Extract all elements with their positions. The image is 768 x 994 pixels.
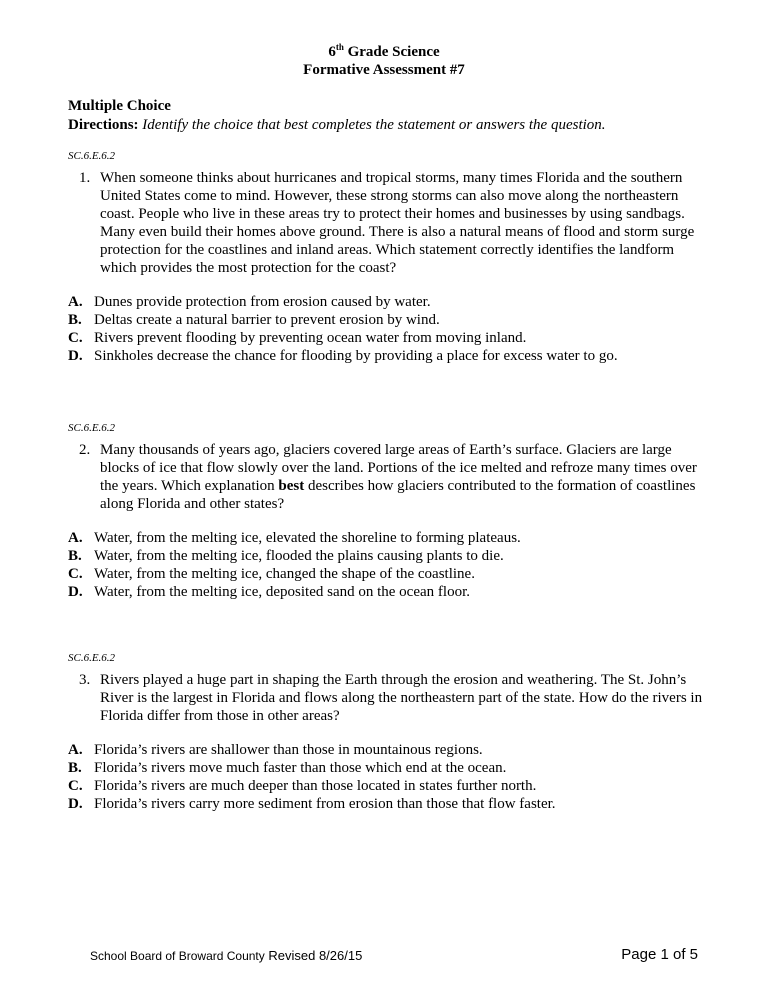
choice-d[interactable]: [68, 583, 708, 601]
revision-date: Revised 8/26/15: [264, 948, 363, 963]
question-stem: [68, 441, 708, 513]
question-text-start: Many thousands of years ago, glaciers covered large areas of Earth’s surface. Glaciers are large blocks of ice that flow slowly over the land. Portions of the ice melted and refroze many times over the years. Which explanation: [100, 442, 697, 494]
choice-text: Dunes provide protection from erosion caused by water.: [94, 294, 431, 310]
choice-text: Sinkholes decrease the chance for flooding by providing a place for excess water to go.: [94, 348, 618, 364]
choice-letter: C.: [68, 330, 83, 346]
choice-text: Water, from the melting ice, deposited sand on the ocean floor.: [94, 584, 470, 600]
choice-a[interactable]: [68, 293, 708, 311]
page-number: Page 1 of 5: [621, 946, 698, 963]
choice-letter: B.: [68, 760, 82, 776]
assessment-title: Formative Assessment #7: [303, 62, 465, 78]
standard-code: SC.6.E.6.2: [68, 652, 116, 664]
question-3: [68, 651, 708, 813]
choice-text: Water, from the melting ice, elevated the shoreline to forming plateaus.: [94, 530, 521, 546]
choice-c[interactable]: [68, 565, 708, 583]
question-1: [68, 149, 708, 365]
choice-d[interactable]: [68, 795, 708, 813]
choice-c[interactable]: [68, 777, 708, 795]
organization-name: School Board of Broward County: [90, 949, 265, 963]
choice-letter: D.: [68, 584, 83, 600]
directions: [68, 116, 606, 134]
title-block: [0, 43, 768, 79]
choice-c[interactable]: [68, 329, 708, 347]
question-number: 3.: [79, 672, 91, 688]
choice-text: Deltas create a natural barrier to prevent erosion by wind.: [94, 312, 440, 328]
footer-organization: [90, 948, 362, 964]
course-title: [0, 43, 768, 61]
choice-a[interactable]: [68, 741, 708, 759]
choice-text: Rivers prevent flooding by preventing ocean water from moving inland.: [94, 330, 527, 346]
choice-text: Florida’s rivers move much faster than those which end at the ocean.: [94, 760, 507, 776]
choice-text: Florida’s rivers are shallower than those in mountainous regions.: [94, 742, 483, 758]
answer-choices: [68, 293, 708, 365]
choice-letter: B.: [68, 548, 82, 564]
question-number: 1.: [79, 170, 91, 186]
choice-b[interactable]: [68, 547, 708, 565]
section-heading: Multiple Choice: [68, 98, 171, 114]
choice-a[interactable]: [68, 529, 708, 547]
question-2: [68, 421, 708, 601]
standard-code: SC.6.E.6.2: [68, 150, 116, 162]
choice-d[interactable]: [68, 347, 708, 365]
choice-letter: D.: [68, 348, 83, 364]
choice-b[interactable]: [68, 759, 708, 777]
question-number: 2.: [79, 442, 91, 458]
standard-code: SC.6.E.6.2: [68, 422, 116, 434]
choice-text: Florida’s rivers are much deeper than those located in states further north.: [94, 778, 537, 794]
choice-text: Water, from the melting ice, flooded the plains causing plants to die.: [94, 548, 504, 564]
choice-letter: A.: [68, 294, 83, 310]
choice-letter: C.: [68, 566, 83, 582]
question-stem: [68, 169, 708, 277]
grade-number: 6: [328, 44, 336, 60]
directions-label: Directions:: [68, 117, 139, 133]
answer-choices: [68, 741, 708, 813]
question-stem: [68, 671, 708, 725]
grade-suffix: th: [335, 42, 344, 52]
choice-letter: A.: [68, 530, 83, 546]
choice-text: Florida’s rivers carry more sediment from erosion than those that flow faster.: [94, 796, 556, 812]
question-text-end: describes how glaciers contributed to the formation of coastlines along Florida and other states?: [100, 478, 696, 512]
choice-letter: D.: [68, 796, 83, 812]
course-name: Grade Science: [343, 44, 440, 60]
answer-choices: [68, 529, 708, 601]
question-text: When someone thinks about hurricanes and tropical storms, many times Florida and the southern United States come to mind. However, these strong storms can also move along the northeastern coast. People who live in these areas try to protect their homes and businesses by using sandbags. Many even build their homes above ground. There is also a natural means of flood and storm surge protection for the coastlines and inland areas. Which statement correctly identifies the landform which provides the most protection for the coast?: [100, 170, 695, 276]
choice-letter: C.: [68, 778, 83, 794]
choice-b[interactable]: [68, 311, 708, 329]
choice-text: Water, from the melting ice, changed the shape of the coastline.: [94, 566, 475, 582]
choice-letter: B.: [68, 312, 82, 328]
choice-letter: A.: [68, 742, 83, 758]
directions-text: Identify the choice that best completes the statement or answers the question.: [142, 117, 606, 133]
question-text: Rivers played a huge part in shaping the Earth through the erosion and weathering. The St. John’s River is the largest in Florida and flows along the northeastern part of the state. How do the rivers in Florida differ from those in other areas?: [100, 672, 703, 724]
emphasis-word: best: [278, 478, 305, 494]
